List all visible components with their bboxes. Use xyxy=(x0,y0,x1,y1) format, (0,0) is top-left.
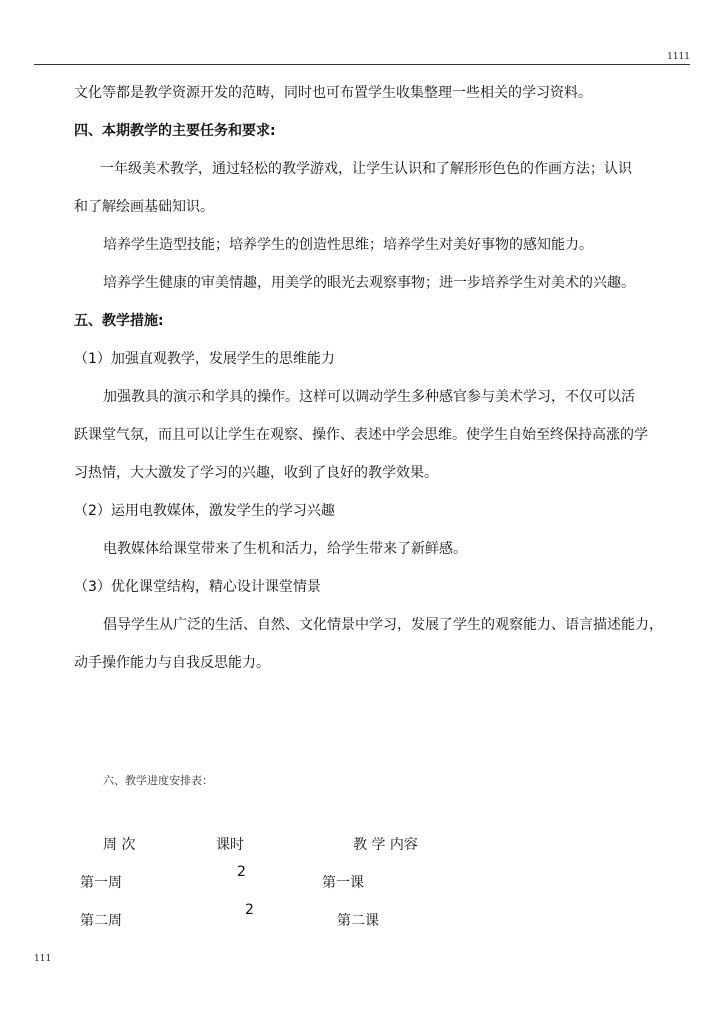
paragraph-line: 倡导学生从广泛的生活、自然、文化情景中学习，发展了学生的观察能力、语言描述能力， xyxy=(103,617,663,633)
paragraph-line: 培养学生造型技能；培养学生的创造性思维；培养学生对美好事物的感知能力。 xyxy=(103,237,593,253)
paragraph-line: 加强教具的演示和学具的操作。这样可以调动学生多种感官参与美术学习，不仅可以活 xyxy=(103,389,635,405)
paragraph-line: 跃课堂气氛，而且可以让学生在观察、操作、表述中学会思维。使学生自始至终保持高涨的学 xyxy=(74,427,648,443)
paragraph-line: 和了解绘画基础知识。 xyxy=(74,199,214,215)
paragraph-line: 电教媒体给课堂带来了生机和活力，给学生带来了新鲜感。 xyxy=(103,541,467,557)
subsection-heading: （1）加强直观教学，发展学生的思维能力 xyxy=(74,351,335,367)
table-cell-hours: 2 xyxy=(245,902,254,918)
table-header-content: 教 学 内容 xyxy=(353,837,418,853)
table-cell-week: 第一周 xyxy=(80,875,122,891)
section-heading-5: 五、教学措施: xyxy=(74,313,164,329)
subsection-heading: （2）运用电教媒体，激发学生的学习兴趣 xyxy=(74,503,335,519)
section-heading-4: 四、本期教学的主要任务和要求: xyxy=(74,123,276,139)
table-cell-hours: 2 xyxy=(237,864,246,880)
table-cell-content: 第二课 xyxy=(337,913,379,929)
paragraph-line: 一年级美术教学，通过轻松的教学游戏，让学生认识和了解形形色色的作画方法；认识 xyxy=(100,161,632,177)
header-page-number: 1111 xyxy=(667,52,690,62)
paragraph-continuation: 文化等都是教学资源开发的范畴，同时也可布置学生收集整理一些相关的学习资料。 xyxy=(74,85,592,101)
footer-page-number: 111 xyxy=(34,954,52,964)
paragraph-line: 习热情，大大激发了学习的兴趣，收到了良好的教学效果。 xyxy=(74,465,438,481)
table-cell-content: 第一课 xyxy=(322,875,364,891)
table-header-week: 周 次 xyxy=(103,837,136,853)
paragraph-line: 动手操作能力与自我反思能力。 xyxy=(74,655,270,671)
subsection-heading: （3）优化课堂结构，精心设计课堂情景 xyxy=(74,579,321,595)
header-rule xyxy=(34,64,690,65)
paragraph-line: 培养学生健康的审美情趣，用美学的眼光去观察事物；进一步培养学生对美术的兴趣。 xyxy=(103,275,635,291)
table-cell-week: 第二周 xyxy=(80,913,122,929)
section-heading-6: 六、教学进度安排表： xyxy=(103,774,213,787)
table-header-hours: 课时 xyxy=(216,837,244,853)
